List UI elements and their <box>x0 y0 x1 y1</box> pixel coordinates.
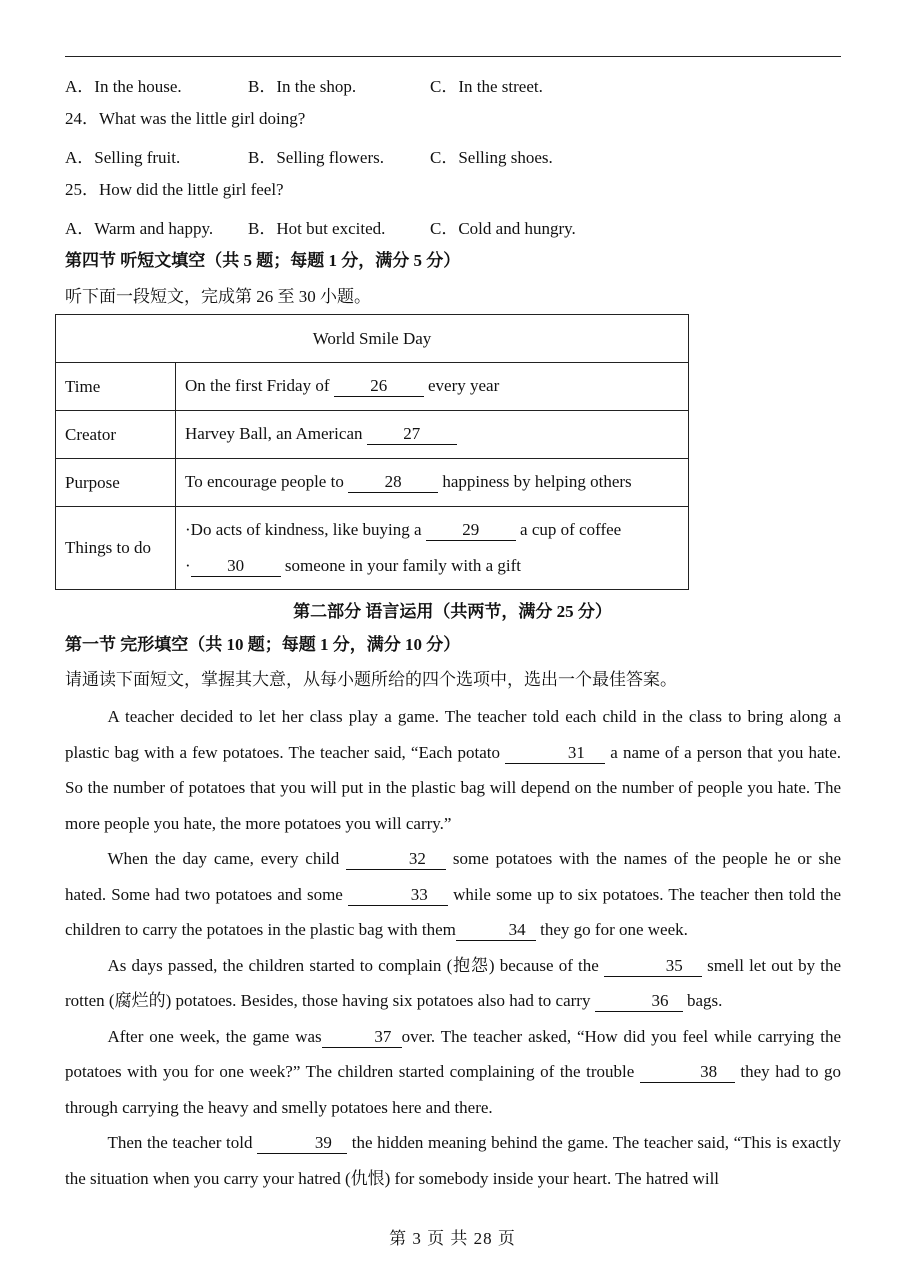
q24-option-a: A．Selling fruit. <box>65 148 181 167</box>
passage-paragraph-5: Then the teacher told 39 the hidden meaning behind the game. The teacher said, “This is exactly the situation when you carry your hatred (仇恨) for somebody inside your heart. The hatred will <box>65 1133 842 1188</box>
q24-option-b: B．Selling flowers. <box>248 148 384 167</box>
blank-37[interactable]: 37 <box>322 1027 402 1048</box>
blank-38[interactable]: 38 <box>640 1062 735 1083</box>
q23-option-a: A．In the house. <box>65 77 182 96</box>
q24-option-c: C．Selling shoes. <box>430 148 553 167</box>
table-label-things: Things to do <box>56 507 176 590</box>
q23-option-b: B．In the shop. <box>248 77 357 96</box>
section1-instruction: 请通读下面短文，掌握其大意，从每小题所给的四个选项中，选出一个最佳答案。 <box>65 670 677 689</box>
passage-paragraph-4: After one week, the game was 37 over. The teacher asked, “How did you feel while carrying the potatoes with you for one week?” The children started complaining of the trouble 38 they had to go through carrying the heavy and smelly potatoes here and there. <box>65 1026 842 1117</box>
section4-instruction: 听下面一段短文，完成第 26 至 30 小题。 <box>65 287 371 306</box>
section1-title: 第一节 完形填空（共 10 题；每题 1 分，满分 10 分） <box>65 635 461 654</box>
blank-33[interactable]: 33 <box>348 885 448 906</box>
table-cell-time: On the first Friday of 26 every year <box>176 363 689 411</box>
blank-36[interactable]: 36 <box>595 991 683 1012</box>
table-title: World Smile Day <box>56 315 689 363</box>
table-cell-creator: Harvey Ball, an American 27 <box>176 411 689 459</box>
passage-paragraph-2: When the day came, every child 32 some potatoes with the names of the people he or she hated. Some had two potatoes and some 33 while some up to six potatoes. The teacher then told the children to carry the potatoes in the plastic bag with them 34 they go for one week. <box>65 849 842 939</box>
table-label-time: Time <box>56 363 176 411</box>
blank-32[interactable]: 32 <box>346 849 446 870</box>
header-rule <box>65 56 841 57</box>
blank-30[interactable]: 30 <box>191 556 281 577</box>
blank-26[interactable]: 26 <box>334 376 424 397</box>
blank-39[interactable]: 39 <box>257 1133 347 1154</box>
q24-question: 24．What was the little girl doing? <box>65 109 306 128</box>
passage-paragraph-3: As days passed, the children started to complain (抱怨) because of the 35 smell let out by the rotten (腐烂的) potatoes. Besides, those having six potatoes also had to carry 36 bags. <box>65 955 842 1010</box>
part2-title: 第二部分 语言运用（共两节，满分 25 分） <box>293 602 612 621</box>
cloze-passage <box>65 699 841 1196</box>
table-label-creator: Creator <box>56 411 176 459</box>
q25-option-a: A．Warm and happy. <box>65 219 214 238</box>
q23-option-c: C．In the street. <box>430 77 543 96</box>
table-label-purpose: Purpose <box>56 459 176 507</box>
blank-35[interactable]: 35 <box>604 956 702 977</box>
q25-question: 25．How did the little girl feel? <box>65 180 284 199</box>
table-cell-purpose: To encourage people to 28 happiness by helping others <box>176 459 689 507</box>
section4-title: 第四节 听短文填空（共 5 题；每题 1 分，满分 5 分） <box>65 251 461 270</box>
page-footer: 第 3 页 共 28 页 <box>389 1229 516 1248</box>
blank-27[interactable]: 27 <box>367 424 457 445</box>
blank-31[interactable]: 31 <box>505 743 605 764</box>
table-cell-things: ·Do acts of kindness, like buying a 29 a cup of coffee · 30 someone in your family with a gift <box>176 507 689 590</box>
blank-28[interactable]: 28 <box>348 472 438 493</box>
world-smile-day-table <box>55 314 689 590</box>
blank-29[interactable]: 29 <box>426 520 516 541</box>
q25-option-b: B．Hot but excited. <box>248 219 386 238</box>
passage-paragraph-1: A teacher decided to let her class play a game. The teacher told each child in the class to bring along a plastic bag with a few potatoes. The teacher said, “Each potato 31 a name of a person that you hate. So the number of potatoes that you will put in the plastic bag will depend on the number of people you hate. The more people you hate, the more potatoes you will carry.” <box>65 707 842 833</box>
blank-34[interactable]: 34 <box>456 920 536 941</box>
q25-option-c: C．Cold and hungry. <box>430 219 576 238</box>
